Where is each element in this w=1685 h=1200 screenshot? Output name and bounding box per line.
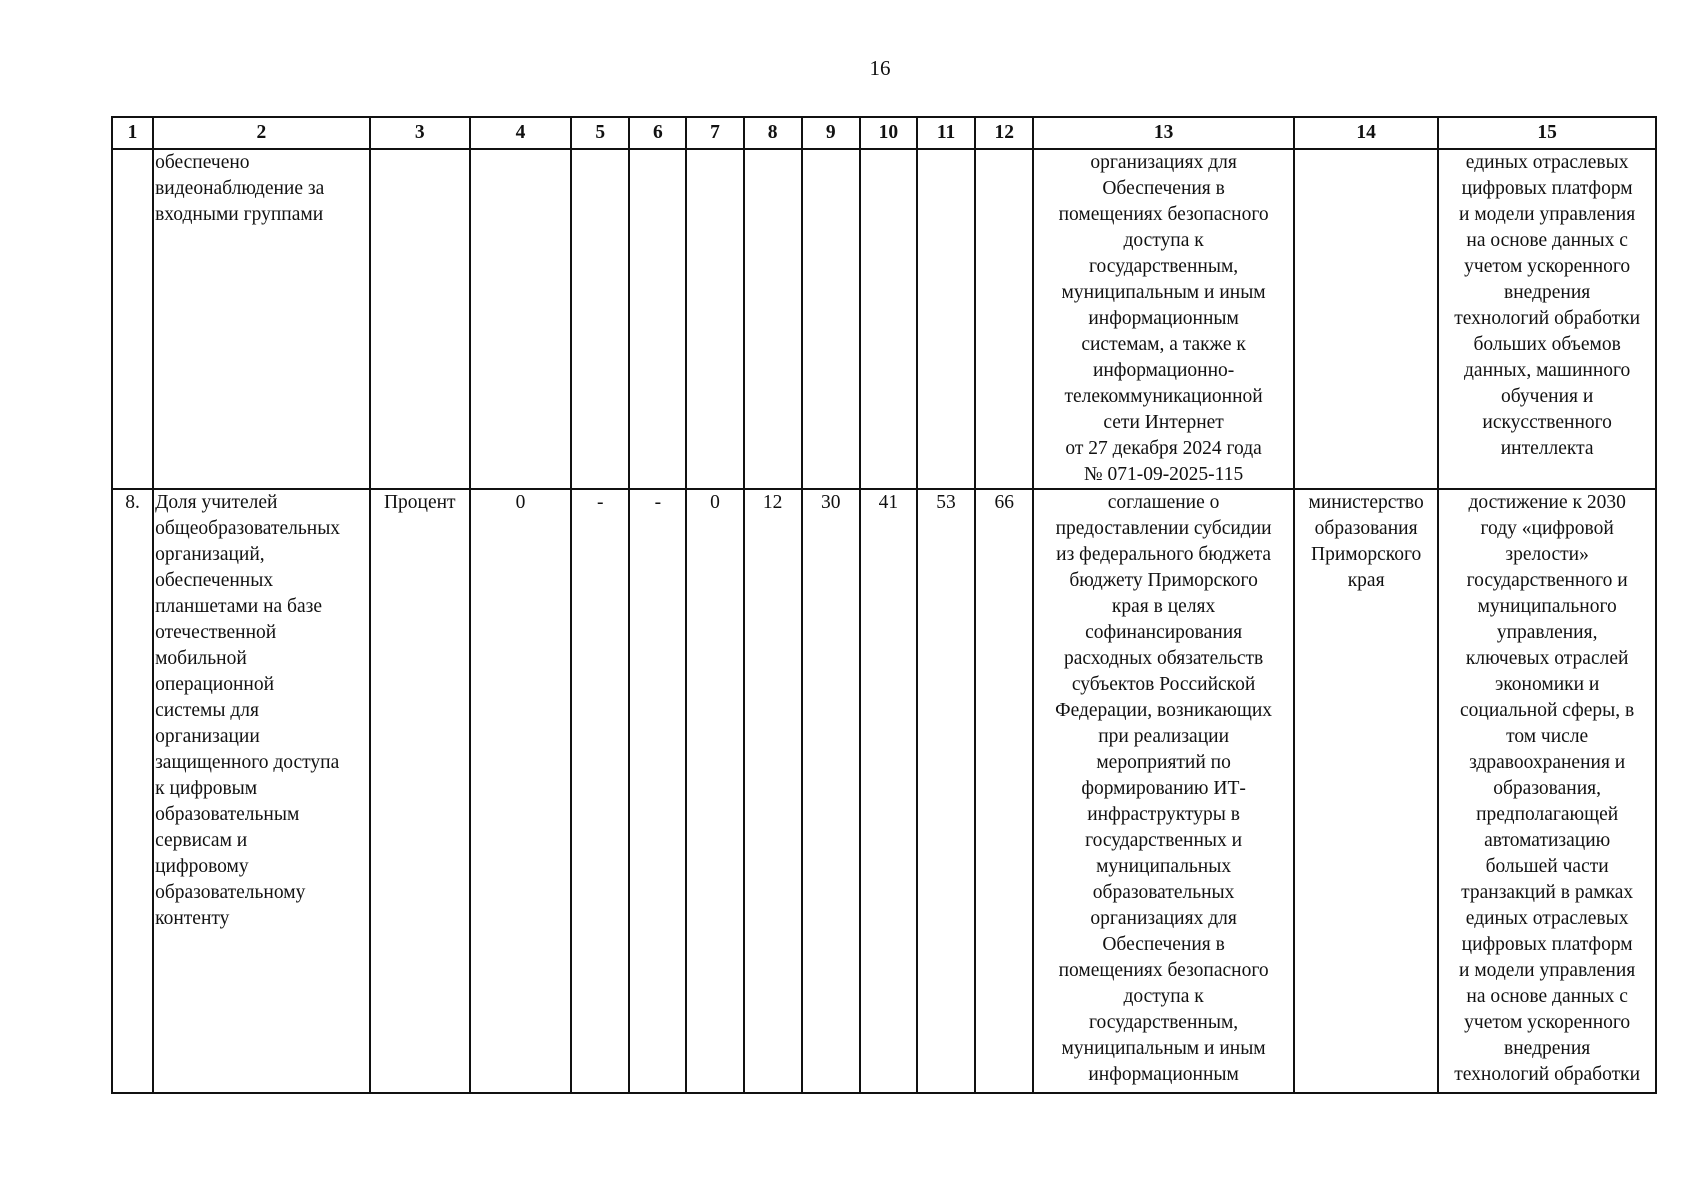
header-cell-11: 11 (917, 117, 975, 149)
header-cell-7: 7 (686, 117, 743, 149)
header-cell-12: 12 (975, 117, 1033, 149)
cell-goal: единых отраслевых цифровых платформ и модели управления на основе данных с учетом ускоренного внедрения технологий обработки больших объемов данных, машинного обучения и искусственного интеллекта (1438, 149, 1656, 489)
cell-unit: Процент (370, 489, 470, 1093)
header-cell-4: 4 (470, 117, 571, 149)
table-row-continued (112, 149, 1656, 489)
cell-year-8: 12 (744, 489, 802, 1093)
cell-number (112, 149, 153, 489)
header-cell-14: 14 (1294, 117, 1438, 149)
cell-year-6: - (629, 489, 686, 1093)
cell-indicator-name: Доля учителей общеобразовательных организаций, обеспеченных планшетами на базе отечественной мобильной операционной системы для организации защищенного доступа к цифровым образовательным сервисам и цифровому образовательному контенту (153, 489, 370, 1093)
cell-year-12 (975, 149, 1033, 489)
cell-year-9: 30 (802, 489, 860, 1093)
cell-document: соглашение о предоставлении субсидии из федерального бюджета бюджету Приморского края в целях софинансирования расходных обязательств субъектов Российской Федерации, возникающих при реализации мероприятий по формированию ИТ- инфраструктуры в государственных и муниципальных образовательных организациях для Обеспечения в помещениях безопасного доступа к государственным, муниципальным и иным информационным (1033, 489, 1294, 1093)
cell-year-12: 66 (975, 489, 1033, 1093)
header-row (112, 117, 1656, 149)
cell-year-11: 53 (917, 489, 975, 1093)
cell-number: 8. (112, 489, 153, 1093)
table-row-8 (112, 489, 1656, 1093)
indicators-table (111, 116, 1657, 1094)
header-cell-2: 2 (153, 117, 370, 149)
header-cell-6: 6 (629, 117, 686, 149)
header-cell-13: 13 (1033, 117, 1294, 149)
cell-year-7 (686, 149, 743, 489)
cell-base-value: 0 (470, 489, 571, 1093)
cell-year-8 (744, 149, 802, 489)
cell-indicator-name: обеспечено видеонаблюдение за входными группами (153, 149, 370, 489)
header-cell-9: 9 (802, 117, 860, 149)
header-cell-1: 1 (112, 117, 153, 149)
cell-goal: достижение к 2030 году «цифровой зрелости» государственного и муниципального управления, ключевых отраслей экономики и социальной сферы, в том числе здравоохранения и образования, предполагающей автоматизацию большей части транзакций в рамках единых отраслевых цифровых платформ и модели управления на основе данных с учетом ускоренного внедрения технологий обработки (1438, 489, 1656, 1093)
cell-year-5 (571, 149, 629, 489)
header-cell-10: 10 (860, 117, 917, 149)
header-cell-15: 15 (1438, 117, 1656, 149)
cell-year-6 (629, 149, 686, 489)
header-cell-5: 5 (571, 117, 629, 149)
cell-responsible: министерство образования Приморского края (1294, 489, 1438, 1093)
page-number: 16 (869, 56, 891, 80)
header-cell-3: 3 (370, 117, 470, 149)
cell-year-9 (802, 149, 860, 489)
cell-year-7: 0 (686, 489, 743, 1093)
cell-year-10: 41 (860, 489, 917, 1093)
header-cell-8: 8 (744, 117, 802, 149)
cell-base-value (470, 149, 571, 489)
cell-year-5: - (571, 489, 629, 1093)
cell-year-11 (917, 149, 975, 489)
cell-unit (370, 149, 470, 489)
cell-responsible (1294, 149, 1438, 489)
cell-document: организациях для Обеспечения в помещениях безопасного доступа к государственным, муниципальным и иным информационным системам, а также к информационно- телекоммуникационной сети Интернет от 27 декабря 2024 года № 071-09-2025-115 (1033, 149, 1294, 489)
cell-year-10 (860, 149, 917, 489)
